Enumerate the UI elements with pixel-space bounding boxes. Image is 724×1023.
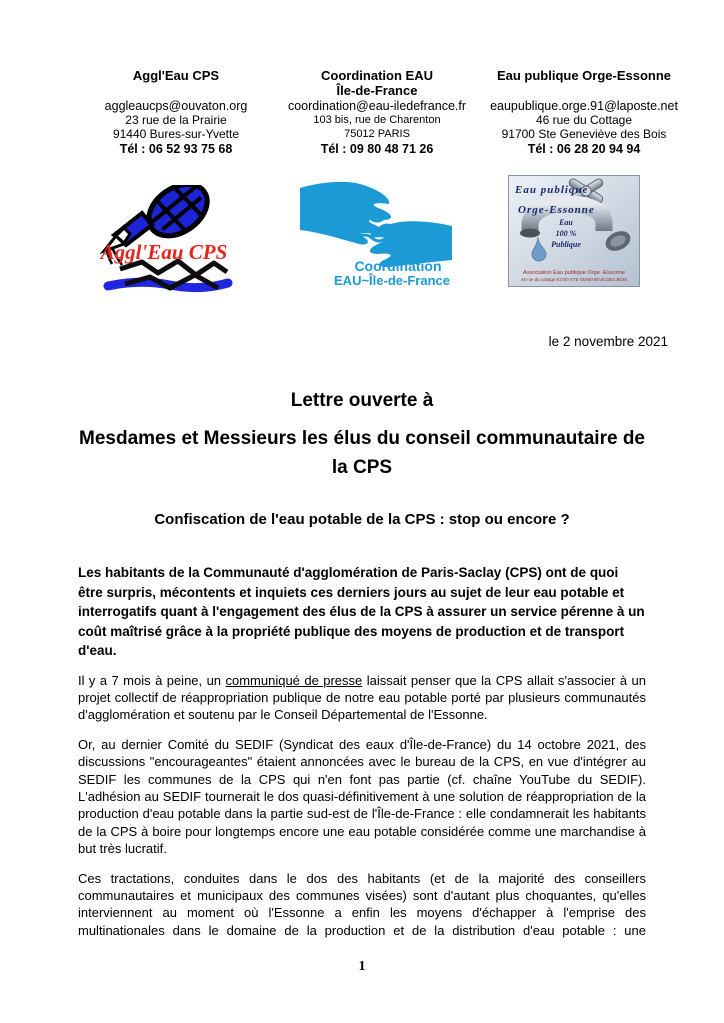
org-name-line1: Coordination EAU [321, 68, 433, 83]
org-phone: Tél : 09 80 48 71 26 [320, 142, 434, 156]
paragraph-2 [78, 672, 646, 724]
faucet-icon [508, 175, 640, 287]
org-address-line1: 103 bis, rue de Charenton [313, 114, 441, 126]
date-line: le 2 novembre 2021 [548, 334, 668, 349]
org-email: eaupublique.orge.91@laposte.net [490, 99, 678, 113]
org-address-line2: 91440 Bures-sur-Yvette [112, 127, 240, 141]
paragraph-2-before: Il y a 7 mois à peine, un [78, 672, 226, 688]
org-name-line1: Aggl'Eau CPS [132, 68, 220, 83]
org-name [286, 68, 468, 99]
page-number: 1 [358, 959, 366, 974]
org-block-coordination-eau [286, 68, 468, 157]
org-address-line1: 46 rue du Cottage [535, 113, 633, 127]
eau-publique-logo-title2: Orge-Essonne [518, 204, 595, 216]
intro-paragraph: Les habitants de la Communauté d'agglomération de Paris-Saclay (CPS) ont de quoi être surpris, mécontents et inquiets ces derniers jours au sujet de leur eau potable et interrogatifs quant à l'engagement des élus de la CPS à assurer un service pérenne à un coût maîtrisé grâce à la propriété publique des moyens de production et de transport d'eau. [78, 565, 645, 658]
org-address-line2: 75012 PARIS [344, 128, 410, 140]
org-block-aggleau [66, 68, 286, 157]
coordination-eau-logo [300, 180, 452, 288]
org-email: coordination@eau-iledefrance.fr [287, 99, 467, 113]
hands-water-icon [300, 180, 452, 288]
eau-publique-logo-tag1: Eau [559, 218, 573, 227]
letter-title-line1: Lettre ouverte à [290, 390, 434, 411]
paragraph-4: Ces tractations, conduites dans le dos des habitants (et de la majorité des conseillers communautaires et municipaux des communes visées) sont d'autant plus choquantes, qu'elles interviennent au moment où l'Essonne a enfin les moyens d'échapper à l'emprise des multinationales dans le domaine de la production et de la distribution d'eau potable : une [78, 870, 646, 938]
org-phone: Tél : 06 52 93 75 68 [119, 142, 233, 156]
eau-publique-logo-title1: Eau publique [515, 184, 589, 196]
org-email: aggleaucps@ouvaton.org [104, 99, 248, 113]
press-release-link[interactable]: communiqué de presse [225, 672, 363, 688]
letter-subtitle: Confiscation de l'eau potable de la CPS : stop ou encore ? [154, 511, 570, 528]
eau-publique-logo-footer2: 46 rue du cottage 91700 STE GENEVIÈVE DES BOIS [521, 277, 627, 282]
aggleau-cps-logo [100, 185, 235, 297]
paragraph-2-after: laissait penser que la CPS allait s'associer à un projet collectif de réappropriation publique de notre eau potable porté par plusieurs communautés d'agglomération et soutenu par le Conseil Départemental de l'Essonne. [78, 672, 646, 723]
paragraph-3: Or, au dernier Comité du SEDIF (Syndicat des eaux d'Île-de-France) du 14 octobre 2021, des discussions "encourageantes" étaient annoncées avec le bureau de la CPS, en vue d'intégrer au SEDIF les communes de la CPS qui n'en font pas partie (cf. chaîne YouTube du SEDIF). L'adhésion au SEDIF tournerait le dos quasi-définitivement à une solution de réappropriation de la production d'eau potable dans la partie sud-est de l'Île-de-France : elle condamnerait les habitants de la CPS à boire pour longtemps encore une eau potable considérée comme une marchandise à but très lucratif. [78, 736, 646, 857]
eau-publique-logo-tag3: Publique [551, 240, 581, 249]
water-jug-icon [100, 185, 235, 297]
eau-publique-logo [508, 175, 640, 287]
org-block-eau-publique-orge-essonne [486, 68, 682, 157]
eau-publique-logo-tag2: 100 % [555, 229, 577, 238]
org-phone: Tél : 06 28 20 94 94 [527, 142, 641, 156]
coordination-logo-line2: EAU~Île-de-France [334, 273, 450, 288]
org-name-line1: Eau publique Orge-Essonne [496, 68, 672, 83]
org-name [66, 68, 286, 99]
letter-title-line2: Mesdames et Messieurs les élus du conseil communautaire de la CPS [79, 428, 645, 478]
org-address-line2: 91700 Ste Geneviève des Bois [501, 127, 667, 141]
org-address-line1: 23 rue de la Prairie [125, 113, 227, 127]
org-name [486, 68, 682, 99]
coordination-logo-line1: Coordination [354, 258, 442, 274]
aggleau-logo-text: Aggl'Eau CPS [100, 240, 228, 264]
letter-body [78, 563, 646, 951]
org-name-line2: Île-de-France [336, 83, 418, 98]
eau-publique-logo-footer1: Association Eau publique Orge -Essonne [523, 270, 625, 276]
